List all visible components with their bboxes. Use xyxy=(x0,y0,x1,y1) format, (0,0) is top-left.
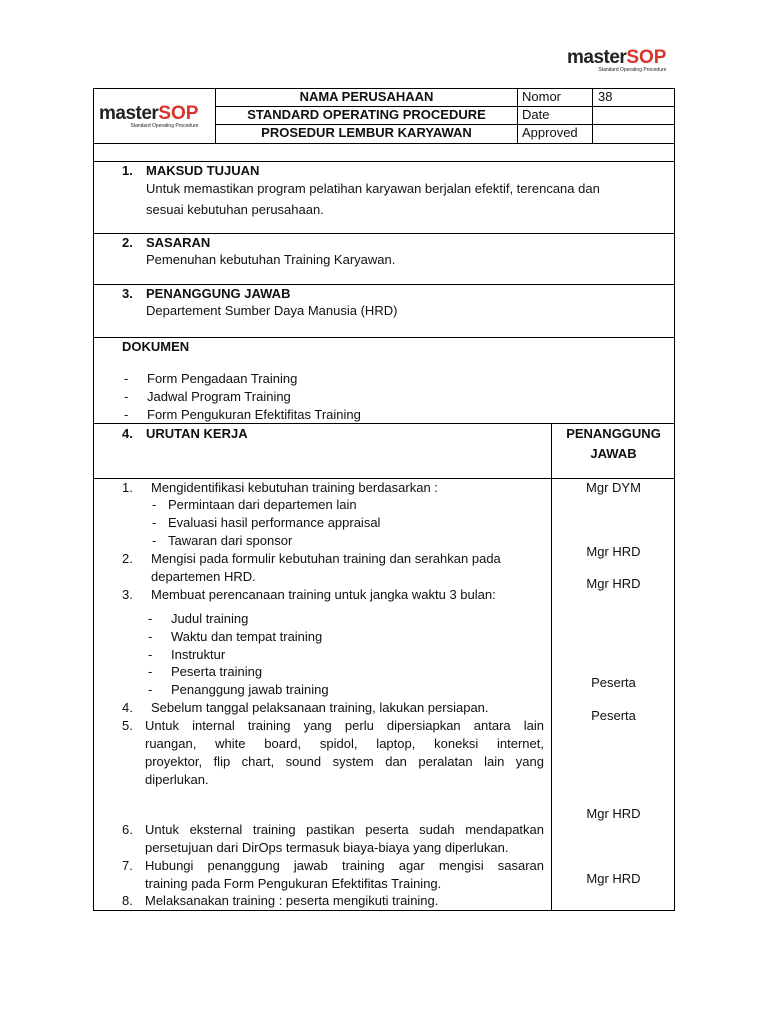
step-1-text: Mengidentifikasi kebutuhan training berdasarkan : xyxy=(151,480,438,495)
step-3-sub-item: Penanggung jawab training xyxy=(171,682,329,697)
dokumen-item: Form Pengadaan Training xyxy=(147,371,298,386)
table-logo-main: master xyxy=(99,103,159,124)
step-1-sub-item: Evaluasi hasil performance appraisal xyxy=(168,515,381,530)
responsible-cell: Mgr HRD xyxy=(586,806,641,821)
responsible-cell: Peserta xyxy=(591,708,636,723)
step-1-sub-item: Permintaan dari departemen lain xyxy=(168,497,357,512)
step-number: 7. xyxy=(122,858,133,873)
sub-dash: - xyxy=(148,682,153,697)
step-5-text-line3: proyektor, flip chart, sound system dan peralatan lain yang xyxy=(145,754,544,769)
section-1-title: MAKSUD TUJUAN xyxy=(146,163,260,178)
table-logo-accent: SOP xyxy=(158,103,199,124)
responsible-cell: Mgr HRD xyxy=(586,544,641,559)
company-name: NAMA PERUSAHAAN xyxy=(299,89,434,104)
step-3-sub-item: Judul training xyxy=(171,611,249,626)
dokumen-item: Jadwal Program Training xyxy=(147,389,291,404)
doc-title: PROSEDUR LEMBUR KARYAWAN xyxy=(261,125,472,140)
doc-type: STANDARD OPERATING PROCEDURE xyxy=(247,107,486,122)
step-3-text: Membuat perencanaan training untuk jangka waktu 3 bulan: xyxy=(151,587,496,602)
step-2-text-line1: Mengisi pada formulir kebutuhan training dan serahkan pada xyxy=(151,551,501,566)
logo-tagline: Standard Operating Procedure xyxy=(598,67,667,73)
section-3-number: 3. xyxy=(122,286,133,301)
step-3-sub-item: Instruktur xyxy=(171,647,226,662)
approved-label: Approved xyxy=(522,125,578,140)
step-8-text: Melaksanakan training : peserta mengikuti training. xyxy=(145,893,439,908)
logo-accent-text: SOP xyxy=(626,47,667,68)
step-number: 2. xyxy=(122,551,133,566)
step-5-text-line1: Untuk internal training yang perlu dipersiapkan antara lain xyxy=(145,718,544,733)
sub-dash: - xyxy=(152,497,157,512)
step-4-text: Sebelum tanggal pelaksanaan training, lakukan persiapan. xyxy=(151,700,489,715)
nomor-value: 38 xyxy=(598,89,613,104)
sub-dash: - xyxy=(152,533,157,548)
dokumen-item: Form Pengukuran Efektifitas Training xyxy=(147,407,361,422)
step-number: 8. xyxy=(122,893,133,908)
step-number: 1. xyxy=(122,480,133,495)
step-3-sub-item: Peserta training xyxy=(171,664,263,679)
step-number: 5. xyxy=(122,718,133,733)
header-logo xyxy=(567,48,666,73)
date-label: Date xyxy=(522,107,550,122)
section-2-text: Pemenuhan kebutuhan Training Karyawan. xyxy=(146,252,396,267)
step-7-text-line2: training pada Form Pengukuran Efektifitas Training. xyxy=(145,876,442,891)
section-2-title: SASARAN xyxy=(146,235,211,250)
step-number: 3. xyxy=(122,587,133,602)
section-4-title: URUTAN KERJA xyxy=(146,426,248,441)
sub-dash: - xyxy=(152,515,157,530)
step-6-text-line2: persetujuan dari DirOps termasuk biaya-biaya yang diperlukan. xyxy=(145,840,509,855)
sub-dash: - xyxy=(148,611,153,626)
step-3-sub-item: Waktu dan tempat training xyxy=(171,629,323,644)
responsible-header-line2: JAWAB xyxy=(590,446,637,461)
step-6-text-line1: Untuk eksternal training pastikan peserta sudah mendapatkan xyxy=(145,822,544,837)
section-1-number: 1. xyxy=(122,163,133,178)
logo-main-text: master xyxy=(567,47,627,68)
nomor-label: Nomor xyxy=(522,89,562,104)
section-1-text-line1: Untuk memastikan program pelatihan karyawan berjalan efektif, terencana dan xyxy=(146,181,600,196)
sub-dash: - xyxy=(148,647,153,662)
sub-dash: - xyxy=(148,664,153,679)
dokumen-dash: - xyxy=(124,407,129,422)
step-7-text-line1: Hubungi penanggung jawab training agar mengisi sasaran xyxy=(145,858,544,873)
section-1-text-line2: sesuai kebutuhan perusahaan. xyxy=(146,202,324,217)
step-5-text-line4: diperlukan. xyxy=(145,772,209,787)
dokumen-dash: - xyxy=(124,389,129,404)
section-2-number: 2. xyxy=(122,235,133,250)
step-number: 4. xyxy=(122,700,133,715)
step-2-text-line2: departemen HRD. xyxy=(151,569,256,584)
step-5-text-line2: ruangan, white board, spidol, laptop, koneksi internet, xyxy=(145,736,544,751)
responsible-cell: Mgr HRD xyxy=(586,871,641,886)
dokumen-title: DOKUMEN xyxy=(122,339,190,354)
step-number: 6. xyxy=(122,822,133,837)
responsible-cell: Mgr DYM xyxy=(586,480,641,495)
section-3-title: PENANGGUNG JAWAB xyxy=(146,286,291,301)
responsible-header-line1: PENANGGUNG xyxy=(566,426,661,441)
responsible-cell: Mgr HRD xyxy=(586,576,641,591)
table-logo xyxy=(99,104,198,129)
table-logo-tagline: Standard Operating Procedure xyxy=(130,123,199,129)
dokumen-dash: - xyxy=(124,371,129,386)
section-4-number: 4. xyxy=(122,426,133,441)
responsible-cell: Peserta xyxy=(591,675,636,690)
section-3-text: Departement Sumber Daya Manusia (HRD) xyxy=(146,303,398,318)
step-1-sub-item: Tawaran dari sponsor xyxy=(168,533,293,548)
sub-dash: - xyxy=(148,629,153,644)
